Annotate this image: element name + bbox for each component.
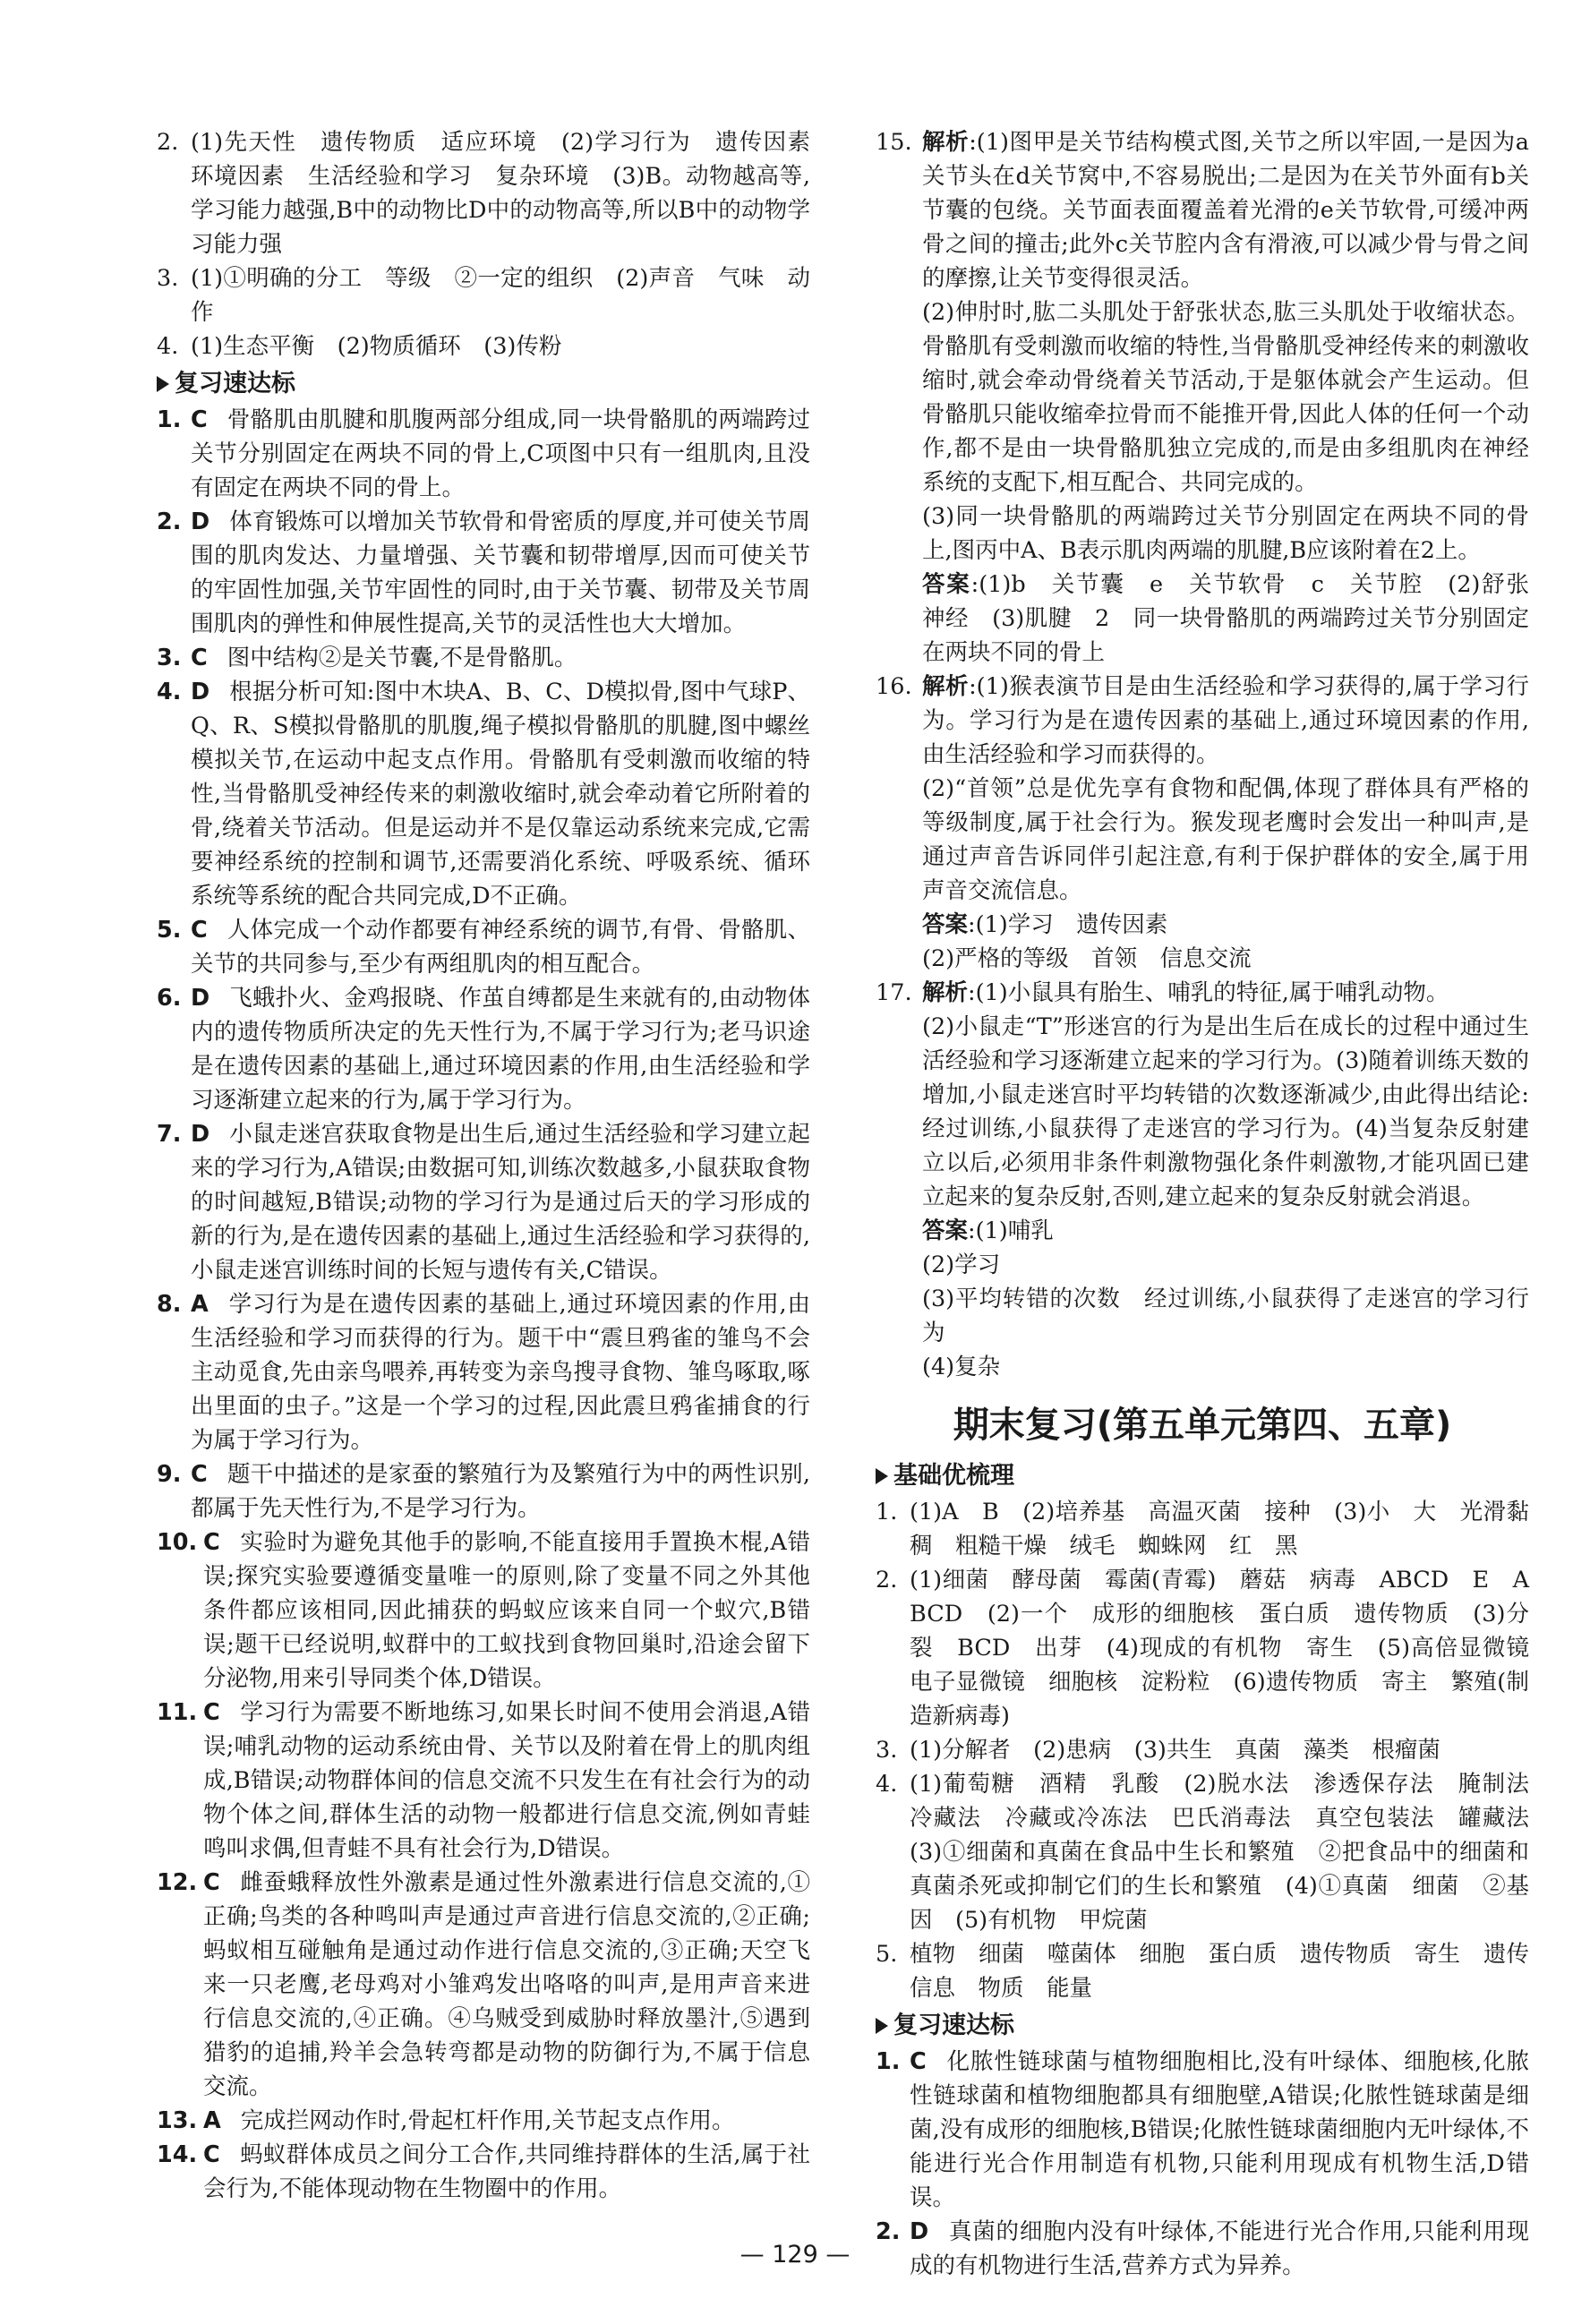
list-item: 4. (1)葡萄糖 酒精 乳酸 (2)脱水法 渗透保存法 腌制法 冷藏法 冷藏或冷冻法 巴氏消毒法 真空包装法 罐藏法 (3)①细菌和真菌在食品中生长和繁殖 ②把食品中的细菌和真菌杀死或抑制它们的生长和繁殖 (4)①真菌 细菌 ②基因 (5)有机物 甲烷菌 <box>876 1771 1552 1934</box>
answer-item: 5. C 人体完成一个动作都要有神经系统的调节,有骨、骨骼肌、关节的共同参与,至少有两组肌肉的相互配合。 <box>157 917 810 978</box>
answer-item: 9. C 题干中描述的是家蚕的繁殖行为及繁殖行为中的两性识别,都属于先天性行为,不是学习行为。 <box>157 1461 810 1522</box>
answer-item: 15. 解析:(1)图甲是关节结构模式图,关节之所以牢固,一是因为a关节头在d关节窝中,不容易脱出;二是因为在关节外面有b关节囊的包绕。关节面表面覆盖着光滑的e关节软骨,可缓冲两骨之间的撞击;此外c关节腔内含有滑液,可以减少骨与骨之间的摩擦,让关节变得很灵活。 <box>876 129 1529 292</box>
list-item: 5. 植物 细菌 噬菌体 细胞 蛋白质 遗传物质 寄生 遗传信息 物质 能量 <box>876 1941 1529 2002</box>
answer-paragraph: 答案:(1)b 关节囊 e 关节软骨 c 关节腔 (2)舒张 神经 (3)肌腱 2 同一块骨骼肌的两端跨过关节分别固定在两块不同的骨上 <box>922 571 1552 666</box>
answer-paragraph: 答案:(1)学习 遗传因素 <box>922 911 1168 938</box>
left-column <box>157 125 833 2206</box>
analysis-paragraph: (2)伸肘时,肱二头肌处于舒张状态,肱三头肌处于收缩状态。骨骼肌有受刺激而收缩的特性,当骨骼肌受神经传来的刺激收缩时,就会牵动骨绕着关节活动,于是躯体就会产生运动。但骨骼肌只能收缩牵拉骨而不能推开骨,因此人体的任何一个动作,都不是由一块骨骼肌独立完成的,而是由多组肌肉在神经系统的支配下,相互配合、共同完成的。 <box>922 299 1529 496</box>
answer-item: 6. D 飞蛾扑火、金鸡报晓、作茧自缚都是生来就有的,由动物体内的遗传物质所决定的先天性行为,不属于学习行为;老马识途是在遗传因素的基础上,通过环境因素的作用,由生活经验和学习逐渐建立起来的行为,属于学习行为。 <box>157 985 810 1114</box>
answer-item: 4. D 根据分析可知:图中木块A、B、C、D模拟骨,图中气球P、Q、R、S模拟骨骼肌的肌腹,绳子模拟骨骼肌的肌腱,图中螺丝模拟关节,在运动中起支点作用。骨骼肌有受刺激而收缩的特性,当骨骼肌受神经传来的刺激收缩时,就会牵动着它所附着的骨,绕着关节活动。但是运动并不是仅靠运动系统来完成,它需要神经系统的控制和调节,还需要消化系统、呼吸系统、循环系统等系统的配合共同完成,D不正确。 <box>157 679 810 910</box>
section-title: 复习速达标 <box>157 367 810 401</box>
list-item: 3. (1)分解者 (2)患病 (3)共生 真菌 藻类 根瘤菌 <box>876 1737 1440 1764</box>
answer-item: 1. C 骨骼肌由肌腱和肌腹两部分组成,同一块骨骼肌的两端跨过关节分别固定在两块不同的骨上,C项图中只有一组肌肉,且没有固定在两块不同的骨上。 <box>157 406 810 501</box>
answer-item: 7. D 小鼠走迷宫获取食物是出生后,通过生活经验和学习建立起来的学习行为,A错误;由数据可知,训练次数越多,小鼠获取食物的时间越短,B错误;动物的学习行为是通过后天的学习形成的新的行为,是在遗传因素的基础上,通过生活经验和学习获得的,小鼠走迷宫训练时间的长短与遗传有关,C错误。 <box>157 1121 810 1284</box>
list-item: 2. (1)先天性 遗传物质 适应环境 (2)学习行为 遗传因素 环境因素 生活经验和学习 复杂环境 (3)B。动物越高等,学习能力越强,B中的动物比D中的动物高等,所以B中的动物学习能力强 <box>157 129 833 258</box>
answer-item: 2. D 真菌的细胞内没有叶绿体,不能进行光合作用,只能利用现成的有机物进行生活,营养方式为异养。 <box>876 2218 1529 2279</box>
arrow-icon <box>876 2018 888 2034</box>
analysis-paragraph: (2)“首领”总是优先享有食物和配偶,体现了群体具有严格的等级制度,属于社会行为。猴发现老鹰时会发出一种叫声,是通过声音告诉同伴引起注意,有利于保护群体的安全,属于用声音交流信息。 <box>922 775 1529 904</box>
section-title: 复习速达标 <box>876 2009 1529 2043</box>
list-item: 3. (1)①明确的分工 等级 ②一定的组织 (2)声音 气味 动作 <box>157 265 810 326</box>
list-item: 2. (1)细菌 酵母菌 霉菌(青霉) 蘑菇 病毒 ABCD E A BCD (2)一个 成形的细胞核 蛋白质 遗传物质 (3)分裂 BCD 出芽 (4)现成的有机物 寄生 (5)高倍显微镜 电子显微镜 细胞核 淀粉粒 (6)遗传物质 寄主 繁殖(制造新病毒) <box>876 1567 1552 1730</box>
answer-paragraph: (2)严格的等级 首领 信息交流 <box>922 945 1252 972</box>
answer-item: 14. C 蚂蚁群体成员之间分工合作,共同维持群体的生活,属于社会行为,不能体现动物在生物圈中的作用。 <box>157 2141 810 2202</box>
analysis-paragraph: (3)同一块骨骼肌的两端跨过关节分别固定在两块不同的骨上,图丙中A、B表示肌肉两端的肌腱,B应该附着在2上。 <box>922 503 1529 564</box>
answer-item: 16. 解析:(1)猴表演节目是由生活经验和学习获得的,属于学习行为。学习行为是在遗传因素的基础上,通过环境因素的作用,由生活经验和学习而获得的。 <box>876 673 1529 768</box>
answer-paragraph: (4)复杂 <box>922 1354 1001 1380</box>
answer-item: 2. D 体育锻炼可以增加关节软骨和骨密质的厚度,并可使关节周围的肌肉发达、力量增强、关节囊和韧带增厚,因而可使关节的牢固性加强,关节牢固性的同时,由于关节囊、韧带及关节周围肌肉的弹性和伸展性提高,关节的灵活性也大大增加。 <box>157 508 810 637</box>
answer-paragraph: 答案:(1)哺乳 <box>922 1218 1054 1244</box>
section-title: 基础优梳理 <box>876 1459 1529 1493</box>
list-item: 4. (1)生态平衡 (2)物质循环 (3)传粉 <box>157 333 562 360</box>
answer-item: 13. A 完成拦网动作时,骨起杠杆作用,关节起支点作用。 <box>157 2107 735 2134</box>
answer-item: 8. A 学习行为是在遗传因素的基础上,通过环境因素的作用,由生活经验和学习而获得的行为。题干中“震旦鸦雀的雏鸟不会主动觅食,先由亲鸟喂养,再转变为亲鸟搜寻食物、雏鸟啄取,啄出里面的虫子。”这是一个学习的过程,因此震旦鸦雀捕食的行为属于学习行为。 <box>157 1291 810 1454</box>
answer-item: 10. C 实验时为避免其他手的影响,不能直接用手置换木棍,A错误;探究实验要遵循变量唯一的原则,除了变量不同之外其他条件都应该相同,因此捕获的蚂蚁应该来自同一个蚁穴,B错误;题干已经说明,蚁群中的工蚁找到食物回巢时,沿途会留下分泌物,用来引导同类个体,D错误。 <box>157 1529 810 1692</box>
answer-paragraph: (3)平均转错的次数 经过训练,小鼠获得了走迷宫的学习行为 <box>922 1286 1529 1346</box>
list-item: 1. (1)A B (2)培养基 高温灭菌 接种 (3)小 大 光滑黏稠 粗糙干燥 绒毛 蜘蛛网 红 黑 <box>876 1499 1529 1559</box>
arrow-icon <box>876 1468 888 1484</box>
answer-item: 11. C 学习行为需要不断地练习,如果长时间不使用会消退,A错误;哺乳动物的运动系统由骨、关节以及附着在骨上的肌肉组成,B错误;动物群体间的信息交流不只发生在有社会行为的动物个体之间,群体生活的动物一般都进行信息交流,例如青蛙鸣叫求偶,但青蛙不具有社会行为,D错误。 <box>157 1699 810 1862</box>
analysis-paragraph: (2)小鼠走“T”形迷宫的行为是出生后在成长的过程中通过生活经验和学习逐渐建立起来的学习行为。(3)随着训练天数的增加,小鼠走迷宫时平均转错的次数逐渐减少,由此得出结论:经过训练,小鼠获得了走迷宫的学习行为。(4)当复杂反射建立以后,必须用非条件刺激物强化条件刺激物,才能巩固已建立起来的复杂反射,否则,建立起来的复杂反射就会消退。 <box>922 1013 1529 1210</box>
right-column <box>876 125 1552 2283</box>
arrow-icon <box>157 376 169 392</box>
answer-item: 12. C 雌蚕蛾释放性外激素是通过性外激素进行信息交流的,①正确;鸟类的各种鸣叫声是通过声音进行信息交流的,②正确;蚂蚁相互碰触角是通过动作进行信息交流的,③正确;天空飞来一只老鹰,老母鸡对小雏鸡发出咯咯的叫声,是用声音来进行信息交流的,④正确。④乌贼受到威胁时释放墨汁,⑤遇到猎豹的追捕,羚羊会急转弯都是动物的防御行为,不属于信息交流。 <box>157 1869 810 2100</box>
chapter-title: 期末复习(第五单元第四、五章) <box>953 1405 1452 1446</box>
page-number: — 129 — <box>739 2241 851 2268</box>
answer-item: 3. C 图中结构②是关节囊,不是骨骼肌。 <box>157 645 577 671</box>
answer-paragraph: (2)学习 <box>922 1252 1001 1278</box>
answer-item: 17. 解析:(1)小鼠具有胎生、哺乳的特征,属于哺乳动物。 <box>876 979 1449 1006</box>
answer-item: 1. C 化脓性链球菌与植物细胞相比,没有叶绿体、细胞核,化脓性链球菌和植物细胞都具有细胞壁,A错误;化脓性链球菌是细菌,没有成形的细胞核,B错误;化脓性链球菌细胞内无叶绿体,不能进行光合作用制造有机物,只能利用现成有机物生活,D错误。 <box>876 2048 1529 2211</box>
